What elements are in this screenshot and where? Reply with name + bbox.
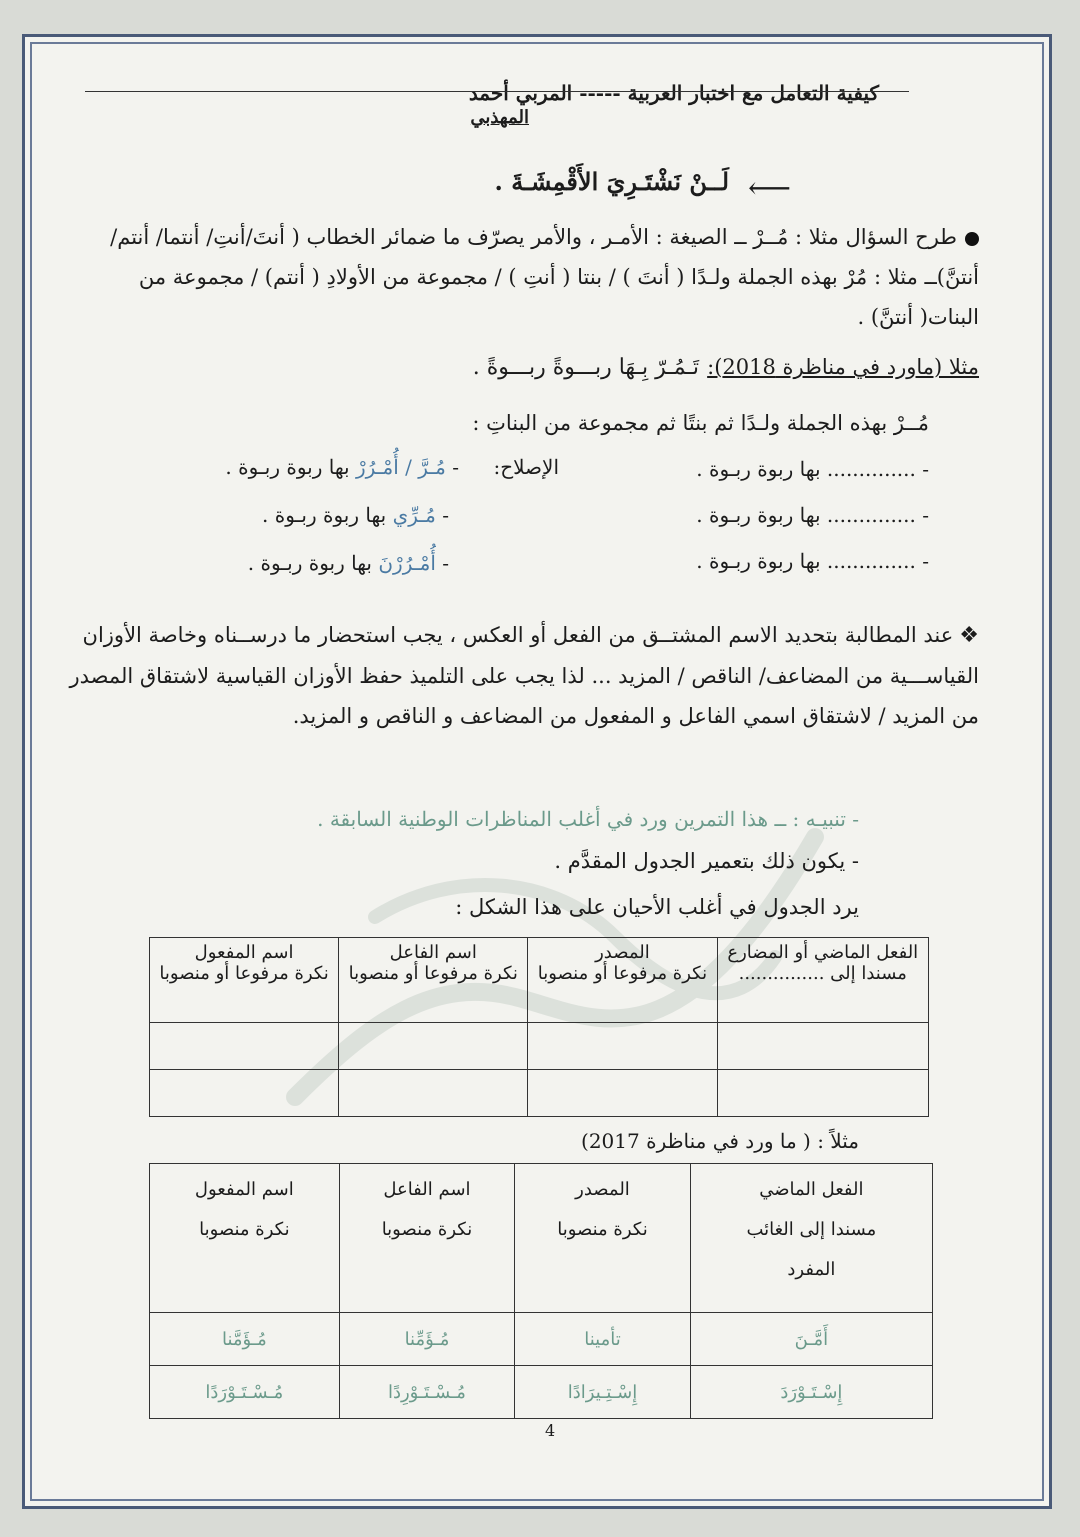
page-number: 4: [545, 1421, 556, 1440]
table-row: [150, 1366, 933, 1419]
table-header-cell: اسم الفاعل نكرة منصوبا: [339, 1164, 515, 1313]
table-row: [150, 1070, 929, 1117]
correction-rest: بها ربوة ربـوة .: [247, 551, 372, 575]
template-table: [149, 937, 929, 1117]
note-fill-table: - يكون ذلك بتعمير الجدول المقدَّم .: [554, 849, 859, 873]
example-2017-label: مثلاً : ( ما ورد في مناظرة 2017): [581, 1129, 859, 1153]
table-header-cell: اسم المفعول نكرة مرفوعا أو منصوبا: [150, 938, 339, 1023]
bullet-icon: [965, 232, 979, 246]
table-header-cell: المصدر نكرة منصوبا: [515, 1164, 691, 1313]
table-cell: مُـؤَمَّنا: [150, 1313, 340, 1366]
table-header-cell: الفعل الماضي مسندا إلى الغائب المفرد: [690, 1164, 932, 1313]
arrow-left-icon: ⟵: [747, 171, 791, 206]
table-cell: أَمَّـنَ: [690, 1313, 932, 1366]
table-cell: مُـؤَمِّنا: [339, 1313, 515, 1366]
correction-line: - مُـرِّي بها ربوة ربـوة .: [262, 503, 449, 527]
header-divider: [85, 91, 909, 92]
table-row: [150, 1023, 929, 1070]
table-cell: تأمينا: [515, 1313, 691, 1366]
table-row: [150, 1313, 933, 1366]
table-header-cell: اسم المفعول نكرة منصوبا: [150, 1164, 340, 1313]
document-page: [22, 34, 1052, 1509]
correction-line: - مُـرَّ / أُمْـرُرْ بها ربوة ربـوة .: [225, 455, 459, 479]
correction-line: - أُمْـرُرْنَ بها ربوة ربـوة .: [247, 551, 449, 575]
fill-line: - .............. بها ربوة ربـوة .: [696, 549, 929, 573]
correction-verb: مُـرِّي: [392, 503, 436, 527]
table-cell: مُـسْـتَـوْرَدًا: [150, 1366, 340, 1419]
correction-rest: بها ربوة ربـوة .: [225, 455, 350, 479]
correction-label: الإصلاح:: [493, 455, 559, 479]
correction-rest: بها ربوة ربـوة .: [262, 503, 387, 527]
table-cell: مُـسْـتَـوْرِدًا: [339, 1366, 515, 1419]
diamond-bullet-icon: ❖: [959, 623, 979, 648]
example-2018-sentence: تَـمُـرّ بِـهَا ربـــوةً ربـــوةً .: [472, 355, 699, 380]
table-cell: إِسْـتَـوْرَدَ: [690, 1366, 932, 1419]
point-two-text: عند المطالبة بتحديد الاسم المشتــق من الفعل أو العكس ، يجب استحضار ما درســناه وخاصة الأوزان القياســـية من المضاعف/ الناقص / المزيد ... لذا يجب على التلميذ حفظ الأوزان القياسية لاشتقاق المصدر من المزيد / لاشتقاق اسمي الفاعل و المفعول من المضاعف و الناقص و المزيد.: [69, 623, 979, 728]
warning-note: - تنبيـه : ــ هذا التمرين ورد في أغلب المناظرات الوطنية السابقة .: [317, 807, 859, 831]
point-two-paragraph: [59, 615, 979, 736]
fill-line: - .............. بها ربوة ربـوة .: [696, 457, 929, 481]
fill-line: - .............. بها ربوة ربـوة .: [696, 503, 929, 527]
table-header-cell: الفعل الماضي أو المضارع مسندا إلى ...............: [717, 938, 928, 1023]
table-header-cell: اسم الفاعل نكرة مرفوعا أو منصوبا: [339, 938, 528, 1023]
point-one-paragraph: [89, 217, 979, 337]
example-table: [149, 1163, 933, 1419]
note-table-shape: يرد الجدول في أغلب الأحيان على هذا الشكل :: [455, 895, 859, 919]
intro-example-sentence: لَــنْ نَشْتَـرِيَ الأَقْمِشَـةَ .: [494, 167, 729, 196]
header-author: المهذبي: [470, 107, 529, 128]
point-one-text: طرح السؤال مثلا : مُــرْ ــ الصيغة : الأمـر ، والأمر يصرّف ما ضمائر الخطاب ( أنتَ/أنتِ/ أنتما/ أنتم/ أنتنَّ)ــ مثلا : مُرْ بهذه الجملة ولـدًا ( أنتَ ) / بنتا ( أنتِ ) / مجموعة من الأولادِ ( أنتم) / مجموعة من البنات( أنتنَّ) .: [110, 225, 979, 329]
table-header-cell: المصدر نكرة مرفوعا أو منصوبا: [528, 938, 717, 1023]
correction-verb: مُـرَّ / أُمْـرُرْ: [355, 455, 446, 479]
example-2018-label: مثلا (ماورد في مناظرة 2018):: [707, 355, 979, 379]
instruction-text: مُــرْ بهذه الجملة ولـدًا ثم بنتًا ثم مجموعة من البناتِ :: [472, 411, 929, 435]
table-cell: إِسْـتِـيرَادًا: [515, 1366, 691, 1419]
header-title: كيفية التعامل مع اختبار العربية ----- المربي أحمد: [468, 81, 879, 105]
correction-verb: أُمْـرُرْنَ: [378, 551, 436, 575]
